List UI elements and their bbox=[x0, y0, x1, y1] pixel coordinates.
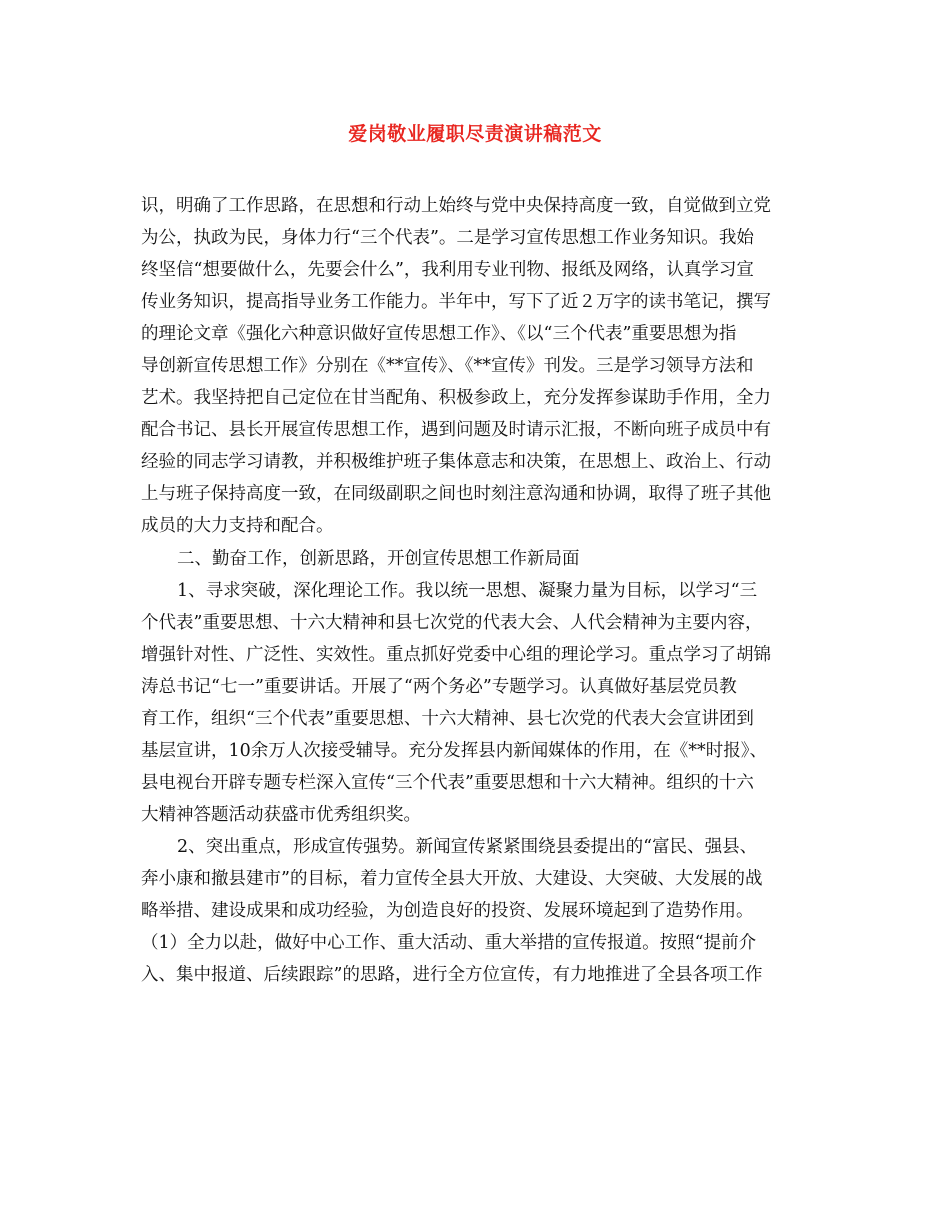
document-title: 爱岗敬业履职尽责演讲稿范文 bbox=[348, 123, 602, 145]
body-line: 上与班子保持高度一致，在同级副职之间也时刻注意沟通和协调，取得了班子其他 bbox=[141, 484, 771, 505]
body-line: 配合书记、县长开展宣传思想工作，遇到问题及时请示汇报，不断向班子成员中有 bbox=[141, 420, 771, 441]
body-line: 传业务知识，提高指导业务工作能力。半年中，写下了近２万字的读书笔记，撰写 bbox=[141, 292, 771, 313]
body-line: 艺术。我坚持把自己定位在甘当配角、积极参政上，充分发挥参谋助手作用，全力 bbox=[141, 388, 771, 409]
body-line: 成员的大力支持和配合。 bbox=[141, 516, 334, 537]
body-line: 大精神答题活动获盛市优秀组织奖。 bbox=[141, 804, 421, 825]
body-line: 入、集中报道、后续跟踪”的思路，进行全方位宣传，有力地推进了全县各项工作 bbox=[141, 965, 763, 986]
body-line: 略举措、建设成果和成功经验，为创造良好的投资、发展环境起到了造势作用。 bbox=[141, 901, 754, 922]
body-line: （1）全力以赴，做好中心工作、重大活动、重大举措的宣传报道。按照“提前介 bbox=[141, 933, 757, 954]
document-body bbox=[141, 190, 831, 991]
body-line: 增强针对性、广泛性、实效性。重点抓好党委中心组的理论学习。重点学习了胡锦 bbox=[141, 644, 771, 665]
section-heading: 二、勤奋工作，创新思路，开创宣传思想工作新局面 bbox=[177, 548, 580, 569]
body-line: 县电视台开辟专题专栏深入宣传“三个代表”重要思想和十六大精神。组织的十六 bbox=[141, 772, 754, 793]
body-line: 2、突出重点，形成宣传强势。新闻宣传紧紧围绕县委提出的“富民、强县、 bbox=[177, 836, 758, 857]
body-line: 识，明确了工作思路，在思想和行动上始终与党中央保持高度一致，自觉做到立党 bbox=[141, 196, 771, 216]
body-line: 涛总书记“七一”重要讲话。开展了“两个务必”专题学习。认真做好基层党员教 bbox=[141, 676, 737, 697]
body-line: 导创新宣传思想工作》分别在《**宣传》、《**宣传》刊发。三是学习领导方法和 bbox=[141, 356, 754, 377]
body-line: 经验的同志学习请教，并积极维护班子集体意志和决策，在思想上、政治上、行动 bbox=[141, 452, 771, 473]
body-line: 个代表”重要思想、十六大精神和县七次党的代表大会、人代会精神为主要内容， bbox=[141, 612, 763, 633]
body-line: 1、寻求突破，深化理论工作。我以统一思想、凝聚力量为目标，以学习“三 bbox=[177, 580, 758, 601]
body-line: 的理论文章《强化六种意识做好宣传思想工作》、《以“三个代表”重要思想为指 bbox=[141, 324, 737, 345]
body-line: 奔小康和撤县建市”的目标，着力宣传全县大开放、大建设、大突破、大发展的战 bbox=[141, 868, 763, 889]
body-line: 终坚信“想要做什么，先要会什么”，我利用专业刊物、报纸及网络，认真学习宣 bbox=[141, 260, 754, 281]
body-line: 基层宣讲，10余万人次接受辅导。充分发挥县内新闻媒体的作用，在《**时报》、 bbox=[141, 740, 768, 761]
body-line: 育工作，组织“三个代表”重要思想、十六大精神、县七次党的代表大会宣讲团到 bbox=[141, 708, 754, 729]
body-line: 为公，执政为民，身体力行“三个代表”。二是学习宣传思想工作业务知识。我始 bbox=[141, 228, 754, 249]
